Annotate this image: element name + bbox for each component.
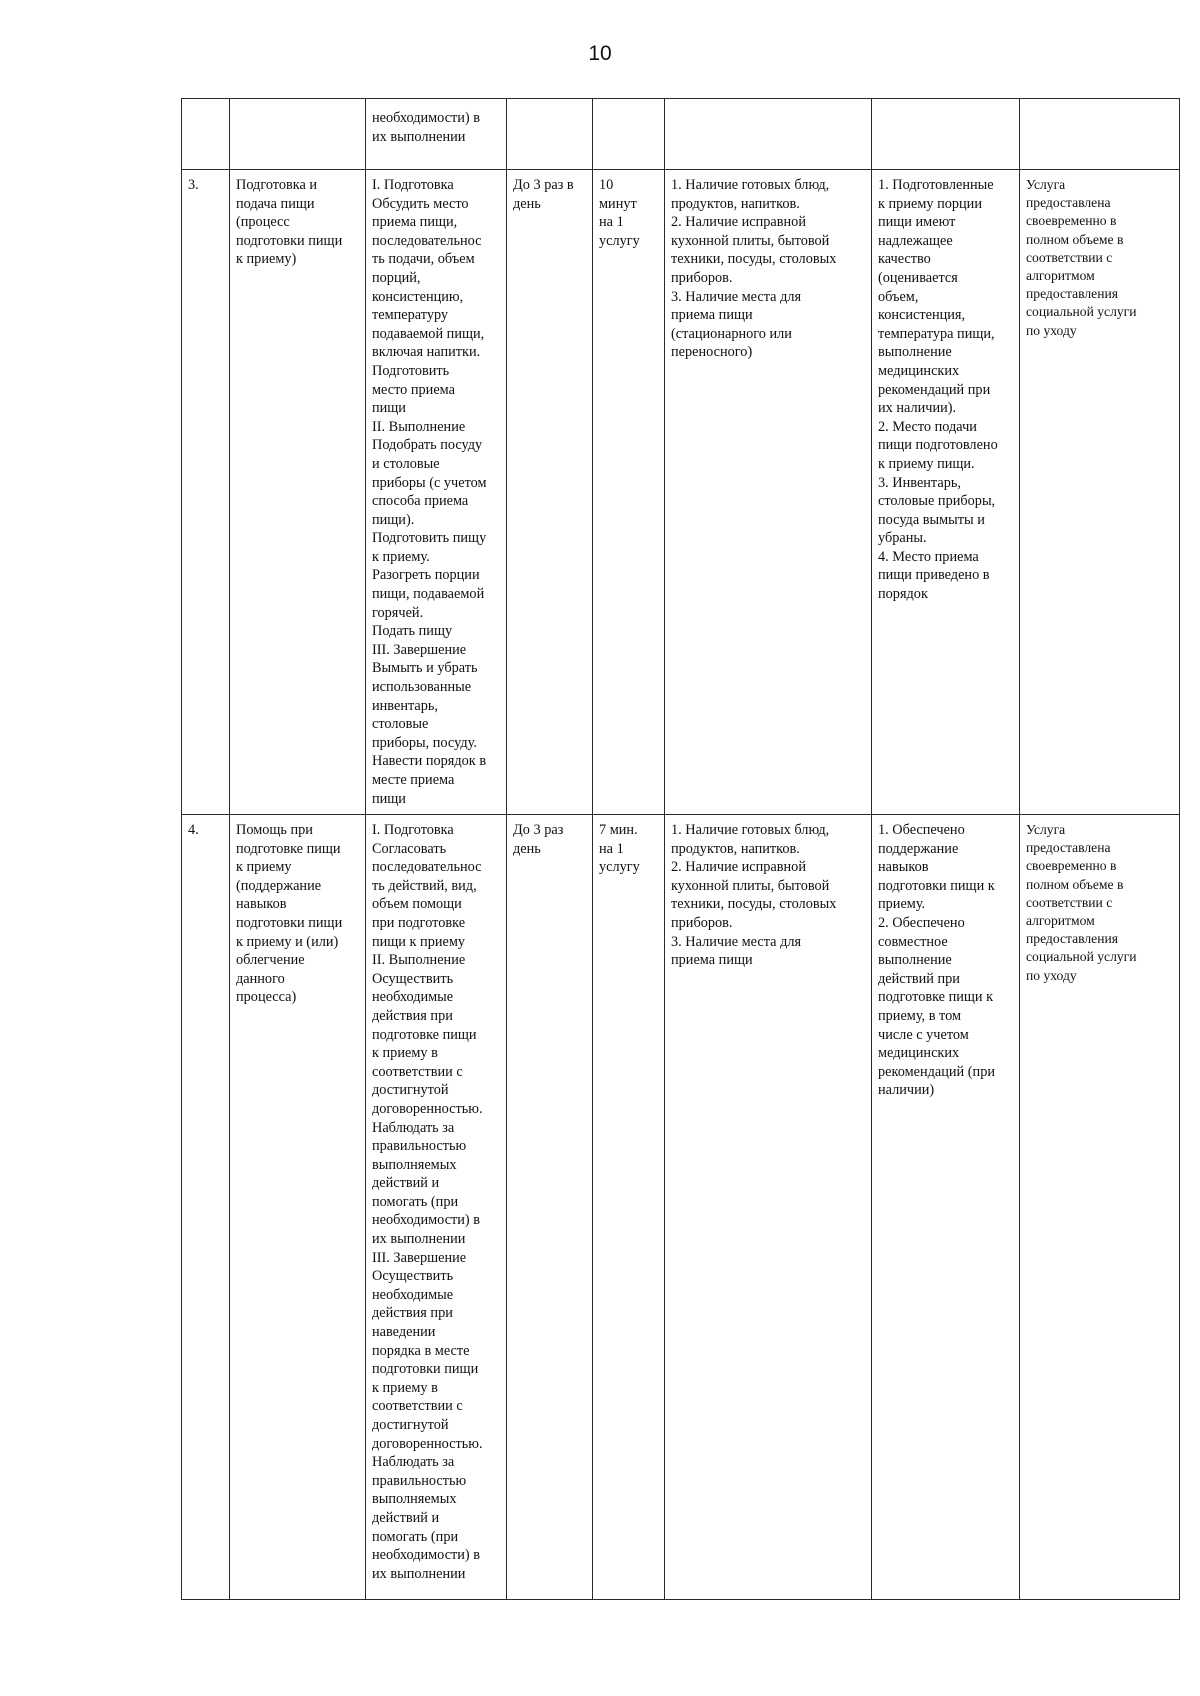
cell-line: Вымыть и убрать: [372, 660, 478, 677]
cell-line: медицинских: [878, 1045, 960, 1062]
cell-line: месте приема: [372, 772, 455, 788]
cell-line: при подготовке: [372, 914, 466, 931]
cell-line: Услуга: [1026, 177, 1066, 192]
cell-frequency: [507, 170, 593, 815]
cell-result: [1020, 815, 1180, 1600]
cell-line: объем,: [878, 288, 919, 305]
cell-line: температуру: [372, 307, 449, 324]
cell-line: До 3 раз в: [513, 177, 574, 193]
cell-line: использованные: [372, 679, 472, 696]
cell-line: консистенция,: [878, 307, 966, 324]
cell-num: 4.: [182, 815, 230, 1600]
cell-line: день: [513, 840, 541, 857]
cell-line: пищи подготовлено: [878, 437, 998, 454]
cell-duration: [593, 99, 665, 170]
cell-line: последовательнос: [372, 859, 482, 876]
cell-quality: [872, 170, 1020, 815]
cell-method: [366, 99, 507, 170]
cell-line: 1. Наличие готовых блюд,: [671, 177, 830, 193]
cell-line: приема пищи: [671, 307, 753, 324]
cell-line: необходимости) в: [372, 1212, 481, 1229]
cell-line: 3. Наличие места для: [671, 933, 802, 950]
cell-line: наведении: [372, 1324, 436, 1341]
cell-line: алгоритмом: [1026, 268, 1095, 284]
cell-line: I. Подготовка: [372, 177, 454, 193]
cell-name: [230, 815, 366, 1600]
cell-line: действия при: [372, 1007, 453, 1024]
cell-line: пищи: [372, 400, 406, 417]
cell-line: продуктов, напитков.: [671, 195, 800, 212]
cell-line: соответствии с: [1026, 249, 1113, 265]
cell-line: температура пищи,: [878, 325, 995, 342]
cell-line: к приему: [236, 859, 292, 876]
cell-line: 1. Подготовленные: [878, 177, 994, 193]
cell-line: 1. Обеспечено: [878, 822, 965, 838]
page-number: 10: [588, 42, 612, 65]
cell-line: процесса): [236, 989, 297, 1006]
cell-line: надлежащее: [878, 232, 953, 249]
cell-line: 3. Инвентарь,: [878, 474, 961, 491]
cell-line: наличии): [878, 1082, 935, 1099]
cell-line: горячей.: [372, 604, 424, 621]
cell-line: Подготовка и: [236, 177, 318, 193]
cell-line: совместное: [878, 933, 948, 950]
cell-line: посуда вымыты и: [878, 511, 985, 528]
cell-line: соответствии с: [1026, 894, 1113, 910]
cell-line: к приему и (или): [236, 933, 339, 950]
cell-line: Навести порядок в: [372, 753, 487, 770]
cell-line: Согласовать: [372, 840, 447, 857]
cell-line: порядка в месте: [372, 1342, 470, 1359]
cell-line: их выполнении: [372, 128, 466, 145]
cell-line: 2. Наличие исправной: [671, 859, 806, 876]
cell-line: услугу: [599, 232, 640, 249]
cell-line: приборы (с учетом: [372, 474, 487, 491]
cell-line: (оценивается: [878, 269, 958, 286]
cell-line: продуктов, напитков.: [671, 840, 800, 857]
cell-line: необходимости) в: [372, 110, 481, 126]
cell-line: приема пищи,: [372, 214, 458, 231]
cell-line: к приему в: [372, 1379, 438, 1396]
cell-quality: [872, 99, 1020, 170]
cell-line: приборы, посуду.: [372, 734, 477, 751]
cell-line: пищи приведено в: [878, 567, 990, 584]
cell-line: по уходу: [1026, 967, 1077, 983]
cell-line: числе с учетом: [878, 1026, 969, 1043]
cell-frequency: [507, 815, 593, 1600]
cell-line: поддержание: [878, 840, 959, 857]
cell-line: рекомендаций (при: [878, 1063, 995, 1080]
cell-line: консистенцию,: [372, 288, 464, 305]
cell-line: на 1: [599, 214, 624, 231]
cell-line: порций,: [372, 269, 421, 286]
cell-line: медицинских: [878, 362, 960, 379]
cell-line: техники, посуды, столовых: [671, 251, 837, 268]
cell-line: (процесс: [236, 214, 290, 231]
table-row-continuation: [182, 99, 1180, 170]
cell-line: к приему порции: [878, 195, 982, 212]
cell-line: предоставления: [1026, 931, 1119, 947]
cell-line: их выполнении: [372, 1565, 466, 1582]
cell-line: приборов.: [671, 269, 733, 286]
cell-line: столовые приборы,: [878, 493, 996, 510]
cell-line: по уходу: [1026, 322, 1077, 338]
cell-line: рекомендаций при: [878, 381, 991, 398]
cell-line: переносного): [671, 344, 753, 361]
cell-line: помогать (при: [372, 1193, 459, 1210]
cell-line: приборов.: [671, 914, 733, 931]
cell-line: подготовке пищи: [372, 1026, 477, 1043]
cell-line: 4. Место приема: [878, 548, 979, 565]
cell-line: договоренностью.: [372, 1435, 483, 1452]
cell-line: навыков: [878, 859, 929, 876]
cell-line: 2. Наличие исправной: [671, 214, 806, 231]
cell-line: II. Выполнение: [372, 418, 466, 435]
cell-result: [1020, 99, 1180, 170]
cell-line: убраны.: [878, 530, 927, 547]
cell-line: (поддержание: [236, 877, 322, 894]
cell-line: качество: [878, 251, 931, 268]
cell-line: пищи).: [372, 511, 415, 528]
cell-name: [230, 170, 366, 815]
cell-line: полном объеме в: [1026, 876, 1124, 892]
cell-line: 1. Наличие готовых блюд,: [671, 822, 830, 838]
cell-line: облегчение: [236, 952, 305, 969]
cell-line: подготовке пищи к: [878, 989, 994, 1006]
cell-line: место приема: [372, 381, 455, 398]
cell-line: к приему.: [372, 548, 430, 565]
cell-line: к приему пищи.: [878, 455, 975, 472]
cell-line: Подобрать посуду: [372, 437, 483, 454]
cell-line: Осуществить: [372, 970, 454, 987]
table-row-4: [182, 815, 1180, 1600]
cell-duration: [593, 815, 665, 1600]
cell-line: Помощь при: [236, 822, 313, 838]
cell-line: Обсудить место: [372, 195, 469, 212]
cell-line: алгоритмом: [1026, 913, 1095, 929]
cell-line: техники, посуды, столовых: [671, 896, 837, 913]
cell-frequency: [507, 99, 593, 170]
cell-line: I. Подготовка: [372, 822, 454, 838]
cell-line: действий и: [372, 1509, 440, 1526]
cell-line: подача пищи: [236, 195, 315, 212]
cell-line: достигнутой: [372, 1082, 449, 1099]
cell-line: пищи: [372, 790, 406, 807]
cell-line: подготовки пищи: [236, 232, 343, 249]
cell-line: III. Завершение: [372, 1249, 467, 1266]
cell-line: выполняемых: [372, 1491, 457, 1508]
cell-line: Осуществить: [372, 1268, 454, 1285]
cell-line: правильностью: [372, 1472, 467, 1489]
cell-line: на 1: [599, 840, 624, 857]
cell-line: Подготовить пищу: [372, 530, 487, 547]
cell-line: Подать пищу: [372, 623, 453, 640]
cell-line: их выполнении: [372, 1231, 466, 1248]
cell-line: приему.: [878, 896, 926, 913]
cell-line: столовые: [372, 716, 429, 733]
cell-line: ть действий, вид,: [372, 877, 477, 894]
cell-method: [366, 815, 507, 1600]
cell-line: соответствии с: [372, 1063, 463, 1080]
cell-line: к приему в: [372, 1045, 438, 1062]
cell-line: предоставлена: [1026, 840, 1111, 856]
cell-line: минут: [599, 195, 637, 212]
cell-line: предоставлена: [1026, 195, 1111, 211]
cell-line: 7 мин.: [599, 822, 638, 838]
cell-duration: [593, 170, 665, 815]
cell-line: день: [513, 195, 541, 212]
cell-line: действия при: [372, 1305, 453, 1322]
cell-line: их наличии).: [878, 400, 957, 417]
cell-name: [230, 99, 366, 170]
cell-line: порядок: [878, 586, 928, 603]
cell-line: приема пищи: [671, 952, 753, 969]
cell-line: подготовке пищи: [236, 840, 341, 857]
services-table: [181, 98, 1180, 1600]
cell-line: 10: [599, 177, 614, 193]
cell-method: [366, 170, 507, 815]
cell-line: правильностью: [372, 1138, 467, 1155]
cell-line: приему, в том: [878, 1007, 962, 1024]
cell-line: способа приема: [372, 493, 469, 510]
cell-line: выполняемых: [372, 1156, 457, 1173]
cell-line: необходимые: [372, 989, 454, 1006]
cell-line: (стационарного или: [671, 325, 792, 342]
cell-conditions: [665, 170, 872, 815]
cell-line: выполнение: [878, 952, 952, 969]
cell-line: и столовые: [372, 455, 440, 472]
cell-line: Наблюдать за: [372, 1454, 455, 1471]
cell-line: достигнутой: [372, 1417, 449, 1433]
cell-conditions: [665, 99, 872, 170]
cell-line: к приему): [236, 251, 297, 268]
cell-line: пищи, подаваемой: [372, 586, 485, 603]
cell-line: данного: [236, 970, 285, 987]
cell-line: 2. Обеспечено: [878, 914, 965, 931]
cell-line: пищи к приему: [372, 933, 466, 950]
cell-line: подготовки пищи: [236, 914, 343, 931]
cell-line: подготовки пищи к: [878, 877, 995, 894]
cell-line: своевременно в: [1026, 213, 1117, 229]
table-row-3: [182, 170, 1180, 815]
cell-line: соответствии с: [372, 1398, 463, 1415]
cell-quality: [872, 815, 1020, 1600]
cell-line: пищи имеют: [878, 214, 956, 231]
cell-line: Разогреть порции: [372, 567, 480, 584]
cell-line: Наблюдать за: [372, 1119, 455, 1136]
cell-line: объем помощи: [372, 896, 462, 913]
cell-result: [1020, 170, 1180, 815]
cell-line: навыков: [236, 896, 287, 913]
cell-line: подаваемой пищи,: [372, 325, 485, 342]
cell-line: действий и: [372, 1175, 440, 1192]
cell-line: III. Завершение: [372, 641, 467, 658]
cell-line: договоренностью.: [372, 1100, 483, 1117]
cell-line: социальной услуги: [1026, 949, 1137, 965]
cell-num: 3.: [182, 170, 230, 815]
cell-line: социальной услуги: [1026, 304, 1137, 320]
cell-line: II. Выполнение: [372, 952, 466, 969]
cell-line: 3. Наличие места для: [671, 288, 802, 305]
cell-line: помогать (при: [372, 1528, 459, 1545]
cell-line: включая напитки.: [372, 344, 481, 361]
cell-line: Подготовить: [372, 362, 450, 379]
cell-line: 2. Место подачи: [878, 418, 977, 435]
cell-line: предоставления: [1026, 286, 1119, 302]
cell-line: услугу: [599, 859, 640, 876]
cell-line: До 3 раз: [513, 822, 564, 838]
cell-line: кухонной плиты, бытовой: [671, 877, 830, 894]
cell-line: инвентарь,: [372, 697, 438, 714]
cell-line: выполнение: [878, 344, 952, 361]
cell-num: [182, 99, 230, 170]
cell-line: полном объеме в: [1026, 231, 1124, 247]
cell-line: кухонной плиты, бытовой: [671, 232, 830, 249]
cell-line: ть подачи, объем: [372, 251, 475, 268]
cell-line: Услуга: [1026, 822, 1066, 837]
cell-line: своевременно в: [1026, 858, 1117, 874]
cell-line: необходимости) в: [372, 1547, 481, 1564]
cell-line: подготовки пищи: [372, 1361, 479, 1378]
cell-line: необходимые: [372, 1286, 454, 1303]
cell-line: последовательнос: [372, 232, 482, 249]
cell-conditions: [665, 815, 872, 1600]
cell-line: действий при: [878, 970, 960, 987]
